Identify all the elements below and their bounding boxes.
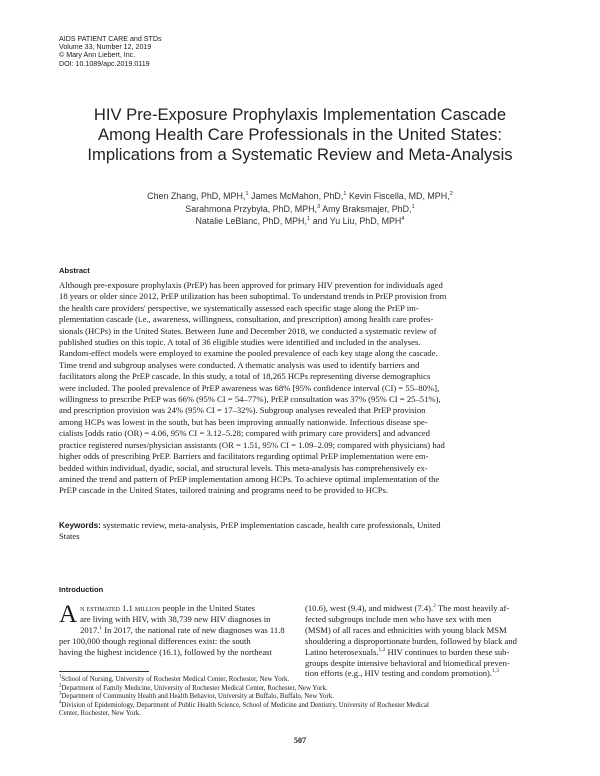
- abstract-body: [59, 280, 541, 497]
- abstract-line: plementation cascade (i.e., awareness, willingness, consultation, and prescription) among health care profes-: [59, 314, 434, 325]
- author-name: Sarahmona Przybyla, PhD, MPH,: [185, 203, 317, 214]
- author-affiliation: 1: [306, 216, 311, 223]
- abstract-line: willingness to prescribe PrEP was 66% (95% CI = 54–77%), PrEP consultation was 37% (95% CI = 25–51%),: [59, 394, 441, 405]
- intro-line: [305, 603, 541, 614]
- section-heading-introduction: Introduction: [59, 585, 104, 594]
- intro-line: (MSM) of all races and ethnicities with young black MSM: [305, 624, 507, 635]
- author-conjunction: and: [312, 216, 328, 226]
- abstract-line: and prescription provision was 24% (95% CI = 17–32%). Subgroup analyses revealed that PrEP provision: [59, 405, 426, 416]
- author-name: Amy Braksmajer, PhD,: [322, 203, 412, 214]
- abstract-line: PrEP cascade in the United States, tailored training and programs need to be provided to HCPs.: [59, 485, 389, 496]
- footnote-text: Department of Family Medicine, University of Rochester Medical Center, Rochester, New York.: [61, 684, 328, 692]
- intro-text: The most heavily af-: [435, 603, 510, 613]
- author-line: [40, 190, 560, 203]
- keywords-line: [59, 520, 541, 531]
- drop-cap: A: [59, 601, 78, 628]
- footnote-number: 2: [59, 683, 62, 689]
- footnote: [59, 685, 541, 694]
- citation: 2: [433, 603, 436, 610]
- intro-text: HIV continues to burden these sub-: [385, 646, 510, 657]
- keywords-text: systematic review, meta-analysis, PrEP implementation cascade, health care professionals, United: [103, 520, 441, 530]
- author-line: [40, 215, 560, 228]
- footnote-number: 4: [59, 700, 62, 706]
- abstract-line: 18 years or older since 2012, PrEP utilization has been suboptimal. To understand trends in PrEP provision from: [59, 291, 447, 302]
- footnote-text: School of Nursing, University of Rochester Medical Center, Rochester, New York.: [61, 676, 290, 683]
- article-title: [40, 105, 560, 165]
- abstract-line: the health care providers' perspective, we systematically assessed each specific stage along the PrEP im-: [59, 302, 419, 313]
- intro-text: per 100,000 though regional differences exist: the south: [59, 635, 251, 646]
- footnote-number: 3: [59, 691, 62, 697]
- intro-text: (10.6), west (9.4), and midwest (7.4).: [305, 603, 434, 613]
- intro-text: tion efforts (e.g., HIV testing and condom promotion).: [305, 668, 493, 679]
- footnote: [59, 676, 541, 685]
- author-affiliation: 2: [449, 191, 453, 198]
- author-affiliation: 4: [401, 216, 405, 223]
- abstract-line: bedded within individual, dyadic, social, and structural levels. This meta-analysis has comprehensively ex-: [59, 462, 428, 473]
- intro-smallcaps: n estimated 1.1 million: [80, 603, 161, 613]
- intro-text: having the highest incidence (16.1), followed by the northeast: [59, 646, 272, 657]
- intro-line: shouldering a disproportionate burden, followed by black and: [305, 635, 517, 646]
- citation: 1,3: [492, 668, 499, 675]
- journal-copyright: © Mary Ann Liebert, Inc.: [59, 51, 136, 60]
- keywords: [59, 520, 541, 543]
- intro-text: 2017.: [80, 624, 100, 635]
- footnote-number: 1: [59, 674, 62, 680]
- keywords-label: Keywords:: [59, 521, 101, 530]
- footnote: [59, 702, 541, 711]
- title-line: Implications from a Systematic Review and Meta-Analysis: [87, 145, 513, 164]
- journal-volume: Volume 33, Number 12, 2019: [59, 43, 152, 52]
- page-number: 507: [293, 736, 307, 745]
- abstract-line: cialists [odds ratio (OR) = 4.06, 95% CI = 3.12–5.28; compared with primary care providers] and advanced: [59, 428, 430, 439]
- abstract-line: amined the trend and pattern of PrEP implementation among HCPs. To achieve optimal implementation of the: [59, 473, 440, 484]
- footnote-text: Division of Epidemiology, Department of Public Health Science, School of Medicine and Dentistry, University of Rochester Medical: [61, 701, 429, 709]
- abstract-line: practice registered nurses/physician assistants (OR = 1.51, 95% CI = 1.09–2.09; compared with physicians) had: [59, 439, 445, 450]
- intro-text: are living with HIV, with 38,739 new HIV diagnoses in: [80, 613, 271, 624]
- intro-column-left: [59, 603, 295, 658]
- abstract-line: Although pre-exposure prophylaxis (PrEP) has been approved for primary HIV prevention for individuals aged: [59, 280, 443, 290]
- intro-line: [305, 647, 541, 658]
- footnote: [59, 693, 541, 702]
- footnote-continuation: Center, Rochester, New York.: [59, 710, 141, 718]
- intro-line: groups despite intensive behavioral and biomedical preven-: [305, 657, 510, 668]
- keywords-line: States: [59, 531, 80, 542]
- footnote-text: Department of Community Health and Health Behavior, University at Buffalo, Buffalo, New York.: [61, 693, 334, 701]
- author-name: Chen Zhang, PhD, MPH,: [147, 191, 246, 201]
- title-line: Among Health Care Professionals in the United States:: [98, 125, 502, 144]
- author-name: Yu Liu, PhD, MPH: [329, 216, 402, 226]
- footnote-divider: [59, 671, 149, 672]
- abstract-line: higher odds of prescribing PrEP. Barriers and facilitators regarding optimal PrEP implementation were em-: [59, 451, 429, 462]
- intro-column-right: [305, 603, 541, 679]
- intro-text: people in the United States: [160, 603, 255, 613]
- footnotes: [59, 676, 541, 719]
- abstract-heading: Abstract: [59, 266, 90, 275]
- abstract-line: facilitators along the PrEP cascade. In this study, a total of 18,265 HCPs representing diverse demographics: [59, 371, 431, 382]
- author-name: James McMahon, PhD,: [251, 191, 344, 201]
- author-name: Natalie LeBlanc, PhD, MPH,: [195, 216, 307, 226]
- author-name: Kevin Fiscella, MD, MPH,: [348, 191, 450, 201]
- intro-text: In 2017, the national rate of new diagnoses was 11.8: [102, 624, 285, 635]
- abstract-line: among HCPs was lowest in the south, but has been improving annually nationwide. Infectious disease spe-: [59, 416, 428, 427]
- intro-line: fected subgroups include men who have sex with men: [305, 613, 492, 624]
- abstract-line: sionals (HCPs) in the United States. Between June and December 2018, we conducted a systematic review of: [59, 325, 437, 336]
- author-affiliation: 1: [343, 191, 347, 198]
- author-list: [40, 190, 560, 228]
- author-line: [40, 203, 560, 216]
- citation: 1,2: [378, 646, 386, 653]
- author-affiliation: 1: [245, 191, 249, 198]
- intro-text: Latino heterosexuals.: [305, 646, 379, 657]
- author-affiliation: 3: [316, 203, 321, 210]
- journal-doi: DOI: 10.1089/apc.2019.0119: [59, 59, 150, 68]
- intro-line: [59, 603, 295, 658]
- citation: 1: [99, 624, 103, 631]
- journal-name: AIDS PATIENT CARE and STDs: [59, 35, 162, 43]
- journal-info: [59, 35, 162, 68]
- title-line: HIV Pre-Exposure Prophylaxis Implementation Cascade: [93, 105, 507, 124]
- abstract-line: were included. The pooled prevalence of PrEP awareness was 68% [95% confidence interval (CI) = 55–80%],: [59, 382, 440, 393]
- abstract-line: published studies on this topic. A total of 36 eligible studies were identified and included in the analyses.: [59, 337, 421, 348]
- abstract-line: Random-effect models were employed to examine the pooled prevalence of each key stage along the cascade.: [59, 348, 438, 359]
- abstract-line: Time trend and subgroup analyses were conducted. A thematic analysis was used to identify barriers and: [59, 359, 420, 370]
- author-affiliation: 1: [411, 203, 415, 210]
